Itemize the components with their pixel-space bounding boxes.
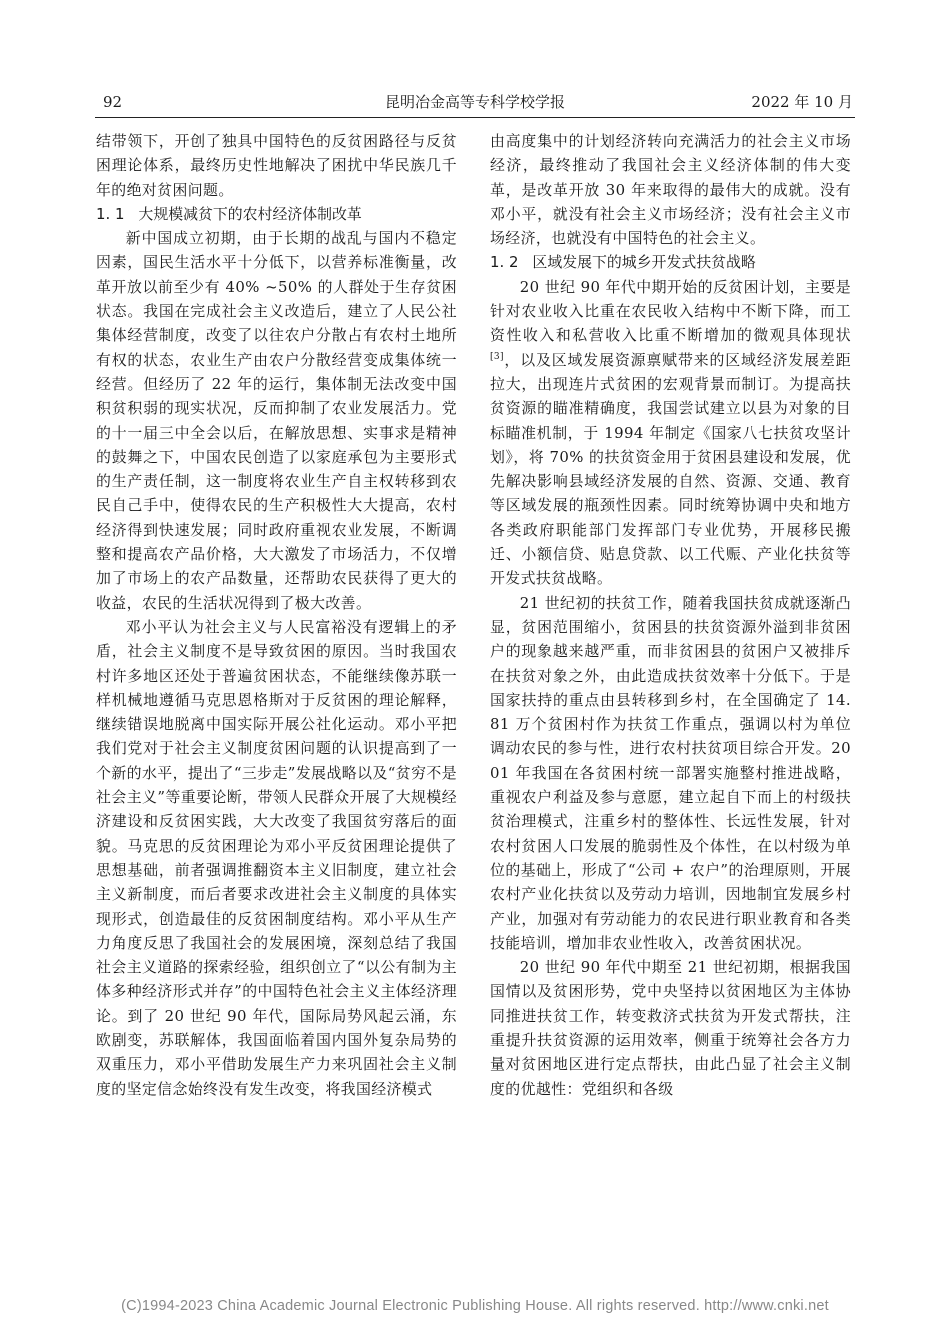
journal-title: 昆明冶金高等专科学校学报 — [384, 93, 565, 111]
paragraph: 邓小平认为社会主义与人民富裕没有逻辑上的矛盾，社会主义制度不是导致贫困的原因。当时我国农村许多地区还处于普遍贫困状态，不能继续像苏联一样机械地遵循马克思恩格斯对于反贫困的理论解释，继续错误地脱离中国实际开展公社化运动。邓小平把我们党对于社会主义制度贫困问题的认识提高到了一个新的水平，提出了“三步走”发展战略以及“贫穷不是社会主义”等重要论断，带领人民群众开展了大规模经济建设和反贫困实践，大大改变了我国贫穷落后的面貌。马克思的反贫困理论为邓小平反贫困理论提供了思想基础，前者强调推翻资本主义旧制度，建立社会主义新制度，而后者要求改进社会主义制度的具体实现形式，创造最佳的反贫困制度结构。邓小平从生产力角度反思了我国社会的发展困境，深刻总结了我国社会主义道路的探索经验，组织创立了“以公有制为主体多种经济形式并存”的中国特色社会主义主体经济理论。到了 20 世纪 90 年代，国际局势风起云涌，东欧剧变，苏联解体，我国面临着国内国外复杂局势的双重压力，邓小平借助发展生产力来巩固社会主义制度的坚定信念始终没有发生改变，将我国经济模式 — [96, 617, 457, 1098]
paragraph: 新中国成立初期，由于长期的战乱与国内不稳定因素，国民生活水平十分低下，以营养标准衡量，改革开放以前至少有 40% ~50% 的人群处于生存贫困状态。我国在完成社会主义改造后，建立了人民公社集体经营制度，改变了以往农户分散占有农村土地所有权的状态，农业生产由农户分散经营变成集体统一经营。但经历了 22 年的运行，集体制无法改变中国积贫积弱的现实状况，反而抑制了农业发展活力。党的十一届三中全会以后，在解放思想、实事求是精神的鼓舞之下，中国农民创造了以家庭承包为主要形式的生产责任制，这一制度将农业生产自主权转移到农民自己手中，使得农民的生产积极性大大提高，农村经济得到快速发展；同时政府重视农业发展，不断调整和提高农产品价格，大大激发了市场活力，不仅增加了市场上的农产品数量，还帮助农民获得了更大的收益，农民的生活状况得到了极大改善。 — [96, 229, 457, 612]
section-title: 区域发展下的城乡开发式扶贫战略 — [532, 253, 756, 272]
header-rule — [95, 117, 855, 118]
issue-date: 2022 年 10 月 — [751, 93, 853, 111]
running-header — [95, 92, 855, 116]
left-column — [96, 129, 457, 1101]
paragraph-text: 20 世纪 90 年代中期开始的反贫困计划，主要是针对农业收入比重在农民收入结构中不断下降，而工资性收入和私营收入比重不断增加的微观具体现状 — [490, 277, 851, 345]
right-column — [490, 129, 851, 1101]
paragraph: 20 世纪 90 年代中期至 21 世纪初期，根据我国国情以及贫困形势，党中央坚持以贫困地区为主体协同推进扶贫工作，转变救济式扶贫为开发式帮扶，注重提升扶贫资源的运用效率，侧重于统筹社会各方力量对贫困地区进行定点帮扶，由此凸显了社会主义制度的优越性：党组织和各级 — [490, 958, 851, 1098]
section-number: 1. 2 — [490, 253, 519, 272]
section-heading — [490, 250, 851, 274]
section-heading — [96, 202, 457, 226]
page-number: 92 — [103, 93, 123, 111]
paragraph — [490, 275, 851, 591]
paragraph-text: ，以及区域发展资源禀赋带来的区域经济发展差距拉大，出现连片式贫困的宏观背景而制订。为提高扶贫资源的瞄准精确度，我国尝试建立以县为对象的目标瞄准机制，于 1994 年制定《国家八七扶贫攻坚计划》，将 70% 的扶贫资金用于贫困县建设和发展，优先解决影响县域经济发展的自然、资源、交通、教育等区域发展的瓶颈性因素。同时统筹协调中央和地方各类政府职能部门发挥部门专业优势，开展移民搬迁、小额信贷、贴息贷款、以工代赈、产业化扶贫等开发式扶贫战略。 — [490, 350, 851, 588]
paragraph: 21 世纪初的扶贫工作，随着我国扶贫成就逐渐凸显，贫困范围缩小，贫困县的扶贫资源外溢到非贫困户的现象越来越严重，而非贫困县的贫困户又被排斥在扶贫对象之外，由此造成扶贫效率十分低下。于是国家扶持的重点由县转移到乡村，在全国确定了 14. 81 万个贫困村作为扶贫工作重点，强调以村为单位调动农民的参与性，进行农村扶贫项目综合开发。2001 年我国在各贫困村统一部署实施整村推进战略，重视农户利益及参与意愿，建立起自下而上的村级扶贫治理模式，注重乡村的整体性、长远性发展，针对农村贫困人口发展的脆弱性及个体性，在以村级为单位的基础上，形成了“公司 + 农户”的治理原则，开展农村产业化扶贫以及劳动力培训，因地制宜发展乡村产业，加强对有劳动能力的农民进行职业教育和各类技能培训，增加非农业性收入，改善贫困状况。 — [490, 593, 851, 952]
section-title: 大规模减贫下的农村经济体制改革 — [138, 204, 362, 223]
citation-ref[interactable]: [3] — [490, 351, 504, 362]
section-number: 1. 1 — [96, 204, 125, 223]
copyright-footer: (C)1994-2023 China Academic Journal Electronic Publishing House. All rights reserved. http://www.cnki.net — [121, 1298, 829, 1314]
paragraph: 由高度集中的计划经济转向充满活力的社会主义市场经济，最终推动了我国社会主义经济体制的伟大变革，是改革开放 30 年来取得的最伟大的成就。没有邓小平，就没有社会主义市场经济；没有社会主义市场经济，也就没有中国特色的社会主义。 — [490, 132, 851, 248]
paragraph: 结带领下，开创了独具中国特色的反贫困路径与反贫困理论体系，最终历史性地解决了困扰中华民族几千年的绝对贫困问题。 — [96, 132, 457, 199]
